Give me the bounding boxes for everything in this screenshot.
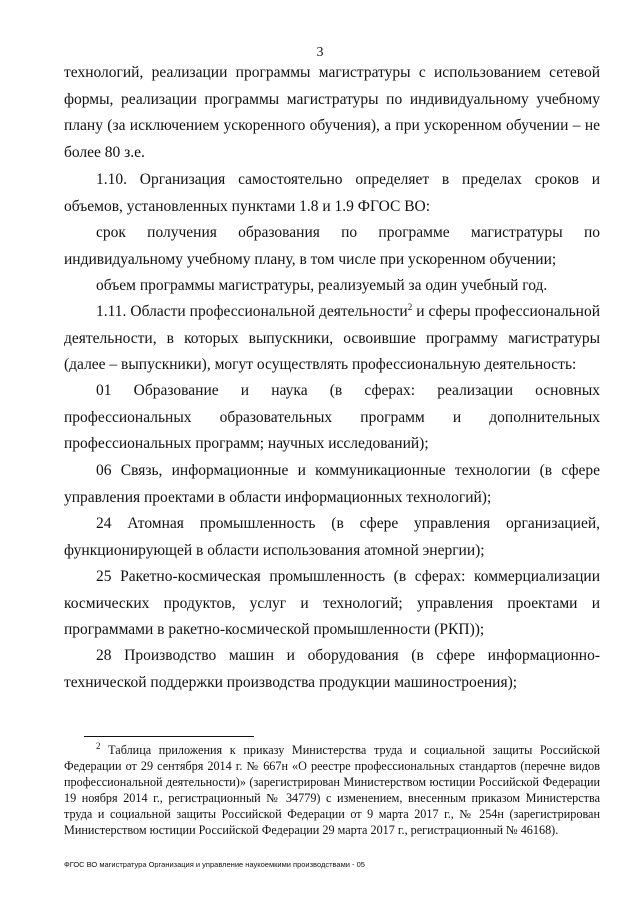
page-footer: ФГОС ВО магистратура Организация и управление наукоемкими производствами - 05 [64,860,365,869]
paragraph-area-06: 06 Связь, информационные и коммуникационные технологии (в сфере управления проектами в области информационных технологий); [64,462,600,506]
footnote-ref: 2 [407,301,413,312]
paragraph-area-01: 01 Образование и наука (в сферах: реализации основных профессиональных образовательных программ и дополнительных профессиональных программ; научных исследований); [64,382,600,452]
paragraph-area-28: 28 Производство машин и оборудования (в сфере информационно-технической поддержки производства продукции машиностроения); [64,647,600,691]
paragraph-1-11-rest: и сферы профессиональной деятельности, в которых выпускники, освоившие программу магистратуры (далее – выпускники), могут осуществлять профессиональную деятельность: [64,303,600,373]
page-number: 3 [316,45,324,60]
paragraph-1-11-start: 1.11. Области профессиональной деятельности [96,303,408,320]
footnote-divider [84,736,254,737]
paragraph-1-11 [64,299,600,379]
paragraph-term: срок получения образования по программе магистратуры по индивидуальному учебному плану, в том числе при ускоренном обучении; [64,224,600,268]
paragraph-continuation: технологий, реализации программы магистратуры с использованием сетевой формы, реализации программы магистратуры по индивидуальному учебному плану (за исключением ускоренного обучения), а при ускоренном обучении – не более 80 з.е. [64,64,600,161]
paragraph-area-24: 24 Атомная промышленность (в сфере управления организацией, функционирующей в области использования атомной энергии); [64,515,600,559]
paragraph-volume: объем программы магистратуры, реализуемый за один учебный год. [96,277,548,294]
paragraph-area-25: 25 Ракетно-космическая промышленность (в сферах: коммерциализации космических продуктов, услуг и технологий; управления проектами и программами в ракетно-космической промышленности (РКП)); [64,568,600,638]
footnote-text: Таблица приложения к приказу Министерства труда и социальной защиты Российской Федерации от 29 сентября 2014 г. № 667н «О реестре профессиональных стандартов (перечне видов профессиональной деятельности)» (зарегистрирован Министерством юстиции Российской Федерации 19 ноября 2014 г., регистрационный № 34779) с изменением, внесенным приказом Министерства труда и социальной защиты Российской Федерации от 9 марта 2017 г., № 254н (зарегистрирован Министерством юстиции Российской Федерации 29 марта 2017 г., регистрационный № 46168). [64,743,600,837]
paragraph-1-10: 1.10. Организация самостоятельно определяет в пределах сроков и объемов, установленных пунктами 1.8 и 1.9 ФГОС ВО: [64,171,600,215]
footnote-mark: 2 [96,740,101,751]
footnote [64,742,600,838]
